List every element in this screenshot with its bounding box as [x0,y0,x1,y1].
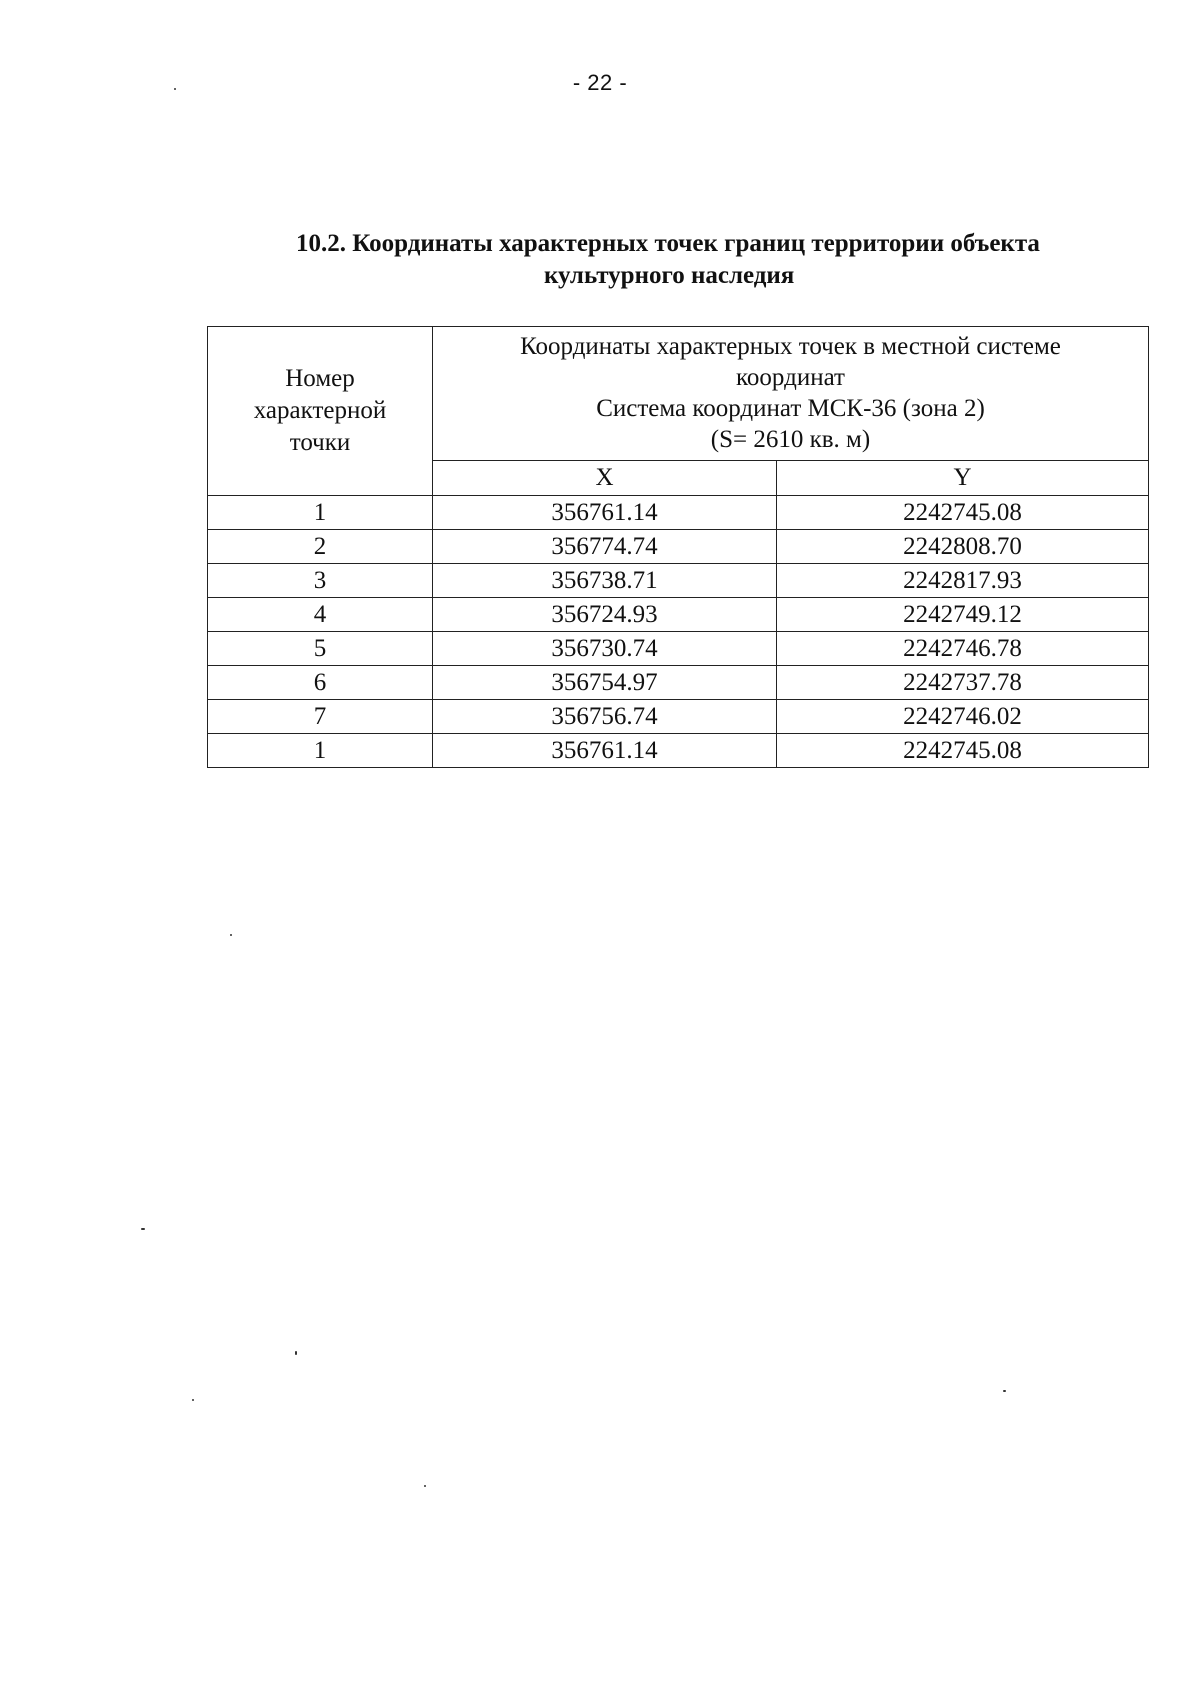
table-row [208,598,1149,632]
point-number-cell: 6 [208,666,433,700]
x-coordinate-cell: 356724.93 [433,598,777,632]
x-coordinate-cell: 356756.74 [433,700,777,734]
coordinates-table [207,326,1149,768]
point-number-cell: 4 [208,598,433,632]
y-coordinate-cell: 2242745.08 [777,496,1149,530]
scan-speck [295,1351,297,1355]
y-coordinate-cell: 2242746.78 [777,632,1149,666]
y-column-header: Y [777,460,1149,495]
y-coordinate-cell: 2242749.12 [777,598,1149,632]
point-number-cell: 5 [208,632,433,666]
page-number: - 22 - [572,70,628,95]
scan-speck [230,934,232,936]
y-coordinate-cell: 2242746.02 [777,700,1149,734]
table-header-row [208,327,1149,461]
table-row [208,530,1149,564]
x-coordinate-cell: 356730.74 [433,632,777,666]
scan-speck [424,1485,426,1487]
table-row [208,632,1149,666]
table-row [208,700,1149,734]
scan-speck [1003,1390,1006,1392]
point-number-cell: 1 [208,496,433,530]
section-title-line-1: 10.2. Координаты характерных точек границ территории объекта [296,230,1040,257]
y-coordinate-cell: 2242737.78 [777,666,1149,700]
scan-speck [141,1228,145,1230]
y-coordinate-cell: 2242808.70 [777,530,1149,564]
coordinates-header-line: (S= 2610 кв. м) [710,426,871,454]
x-coordinate-cell: 356761.14 [433,496,777,530]
point-number-cell: 1 [208,734,433,768]
table-row [208,666,1149,700]
table-row [208,564,1149,598]
coordinates-header-line: Координаты характерных точек в местной системе [520,333,1061,361]
x-coordinate-cell: 356774.74 [433,530,777,564]
point-number-cell: 7 [208,700,433,734]
x-coordinate-cell: 356754.97 [433,666,777,700]
point-number-header-line: Номер [285,365,355,392]
point-number-cell: 3 [208,564,433,598]
table-row [208,734,1149,768]
coordinates-header-line: Система координат МСК-36 (зона 2) [596,395,985,423]
coordinates-header [433,327,1149,461]
point-number-cell: 2 [208,530,433,564]
point-number-header-line: характерной [253,397,387,424]
section-title [296,228,1156,292]
point-number-header [208,327,433,496]
y-coordinate-cell: 2242745.08 [777,734,1149,768]
table-row [208,496,1149,530]
x-coordinate-cell: 356761.14 [433,734,777,768]
scan-speck [174,88,176,90]
coordinates-header-line: координат [736,364,845,392]
section-title-line-2: культурного наследия [544,262,795,289]
point-number-header-line: точки [289,429,351,456]
scan-speck [192,1399,194,1401]
y-coordinate-cell: 2242817.93 [777,564,1149,598]
x-coordinate-cell: 356738.71 [433,564,777,598]
x-column-header: X [433,460,777,495]
